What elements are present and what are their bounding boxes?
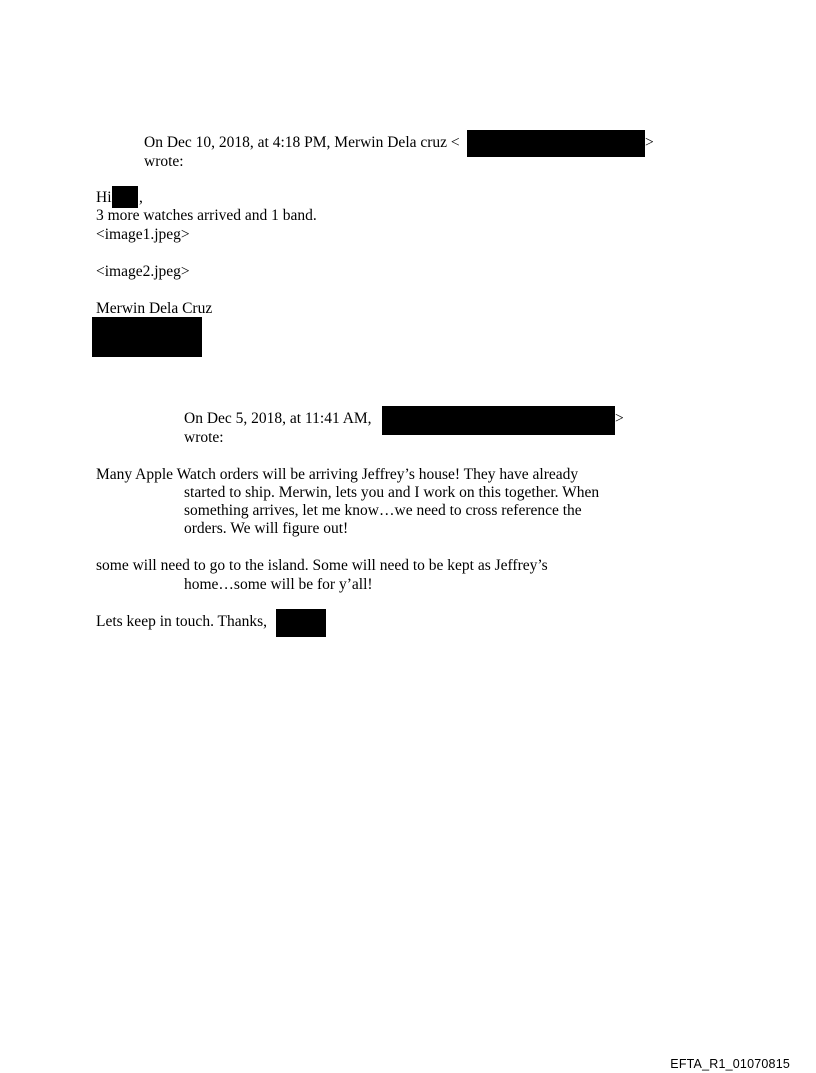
paragraph1-line4: orders. We will figure out! (184, 520, 349, 537)
greeting-prefix: Hi (96, 189, 112, 206)
first-email-header-line2: wrote: (144, 153, 184, 170)
attachment-image1: <image1.jpeg> (96, 226, 190, 243)
second-email-header-line2: wrote: (184, 429, 224, 446)
greeting-suffix: , (139, 189, 143, 206)
second-email-header-close-bracket: > (615, 410, 624, 427)
paragraph1-line1: Many Apple Watch orders will be arriving Jeffrey’s house! They have already (96, 466, 579, 483)
redacted-signature-block (92, 317, 202, 357)
paragraph2-line2: home…some will be for y’all! (184, 576, 373, 593)
closing-line: Lets keep in touch. Thanks, (96, 613, 268, 630)
first-email-header-line1: On Dec 10, 2018, at 4:18 PM, Merwin Dela cruz < (144, 134, 460, 151)
paragraph1-line3: something arrives, let me know…we need to cross reference the (184, 502, 582, 519)
second-email-header-line1: On Dec 5, 2018, at 11:41 AM, (184, 410, 372, 427)
first-email-header-close-bracket: > (645, 134, 654, 151)
redacted-email-address-1 (467, 130, 645, 157)
paragraph1-line2: started to ship. Merwin, lets you and I work on this together. When (184, 484, 600, 501)
redacted-sender-address (382, 406, 615, 435)
document-id-footer: EFTA_R1_01070815 (670, 1057, 790, 1071)
paragraph2-line1: some will need to go to the island. Some will need to be kept as Jeffrey’s (96, 557, 548, 574)
redacted-closing-name (276, 609, 326, 637)
redacted-recipient-name (112, 186, 138, 208)
signature-name: Merwin Dela Cruz (96, 300, 213, 317)
attachment-image2: <image2.jpeg> (96, 263, 190, 280)
first-email-body-line1: 3 more watches arrived and 1 band. (96, 207, 317, 224)
